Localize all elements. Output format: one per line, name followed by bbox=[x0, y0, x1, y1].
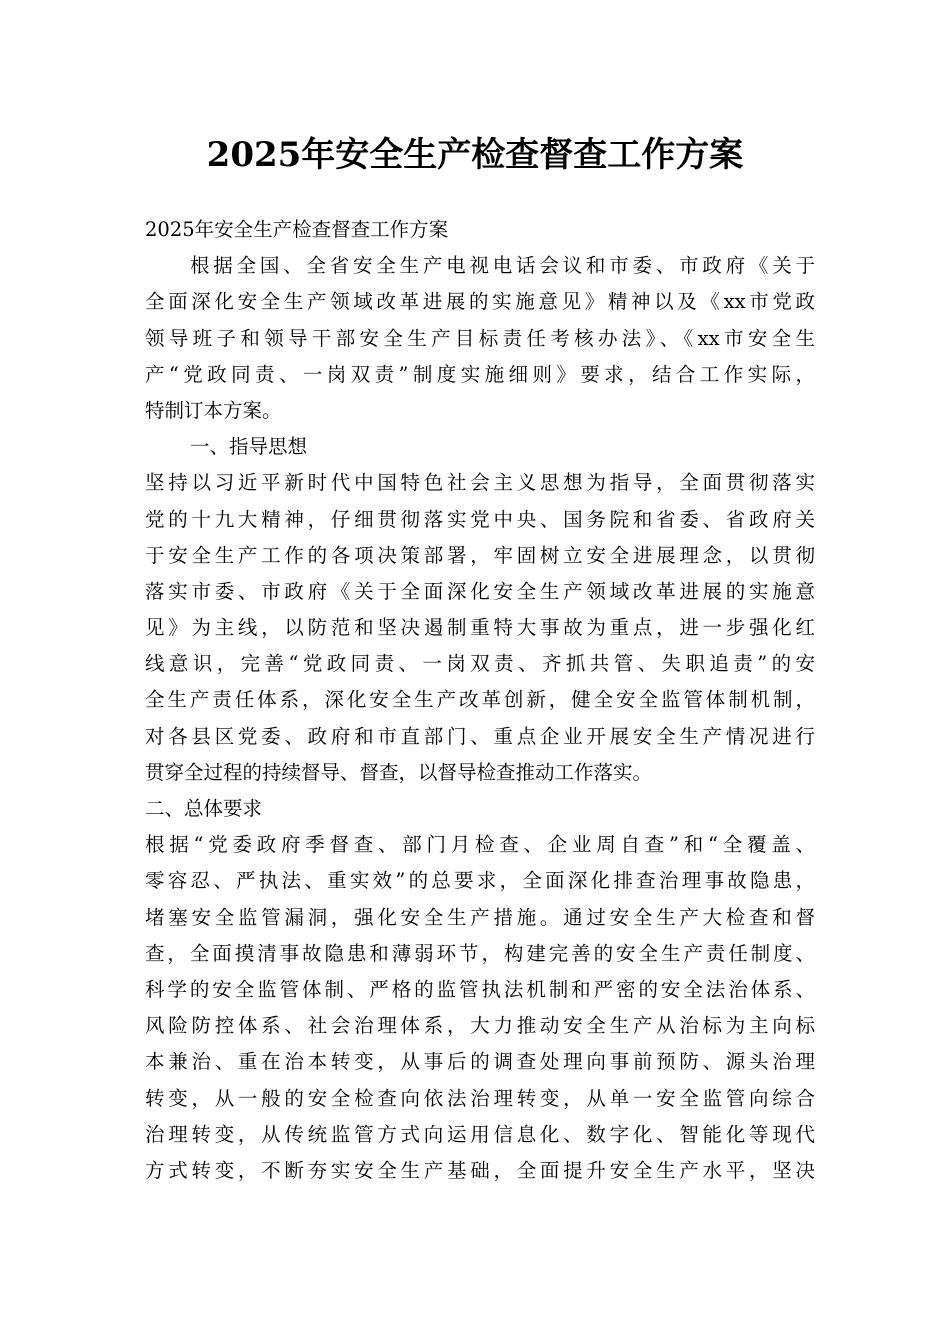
body-line: 查，全面摸清事故隐患和薄弱环节，构建完善的安全生产责任制度、 bbox=[145, 941, 815, 965]
body-line: 领导班子和领导干部安全生产目标责任考核办法》、《xx市安全生 bbox=[145, 326, 815, 350]
body-line: 根据“党委政府季督查、部门月检查、企业周自查”和“全覆盖、 bbox=[145, 833, 815, 857]
body-line: 全生产责任体系，深化安全生产改革创新，健全安全监管体制机制， bbox=[145, 688, 815, 712]
document-body bbox=[145, 212, 815, 1189]
body-line: 产“党政同责、一岗双责”制度实施细则》要求，结合工作实际， bbox=[145, 362, 815, 386]
body-line: 特制订本方案。 bbox=[145, 398, 282, 422]
body-line: 党的十九大精神，仔细贯彻落实党中央、国务院和省委、省政府关 bbox=[145, 507, 815, 531]
body-line: 转变，从一般的安全检查向依法治理转变，从单一安全监管向综合 bbox=[145, 1086, 815, 1110]
body-line: 于安全生产工作的各项决策部署，牢固树立安全进展理念，以贯彻 bbox=[145, 543, 815, 567]
body-line: 根据全国、全省安全生产电视电话会议和市委、市政府《关于 bbox=[190, 254, 815, 278]
body-line: 落实市委、市政府《关于全面深化安全生产领域改革进展的实施意 bbox=[145, 579, 815, 603]
body-line: 贯穿全过程的持续督导、督查，以督导检查推动工作落实。 bbox=[145, 760, 653, 784]
body-line: 线意识，完善“党政同责、一岗双责、齐抓共管、失职追责”的安 bbox=[145, 652, 815, 676]
body-line: 本兼治、重在治本转变，从事后的调查处理向事前预防、源头治理 bbox=[145, 1050, 815, 1074]
document-title: 2025年安全生产检查督查工作方案 bbox=[206, 135, 744, 175]
body-line: 堵塞安全监管漏洞，强化安全生产措施。通过安全生产大检查和督 bbox=[145, 905, 815, 929]
body-line: 零容忍、严执法、重实效”的总要求，全面深化排查治理事故隐患， bbox=[145, 869, 815, 893]
body-line: 对各县区党委、政府和市直部门、重点企业开展安全生产情况进行 bbox=[145, 724, 815, 748]
body-line: 见》为主线，以防范和坚决遏制重特大事故为重点，进一步强化红 bbox=[145, 616, 815, 640]
body-line: 治理转变，从传统监管方式向运用信息化、数字化、智能化等现代 bbox=[145, 1122, 815, 1146]
body-line: 2025年安全生产检查督查工作方案 bbox=[145, 218, 449, 241]
body-line: 全面深化安全生产领域改革进展的实施意见》精神以及《xx市党政 bbox=[145, 290, 815, 314]
body-line: 方式转变，不断夯实安全生产基础，全面提升安全生产水平，坚决 bbox=[145, 1158, 815, 1182]
body-line: 坚持以习近平新时代中国特色社会主义思想为指导，全面贯彻落实 bbox=[145, 471, 815, 495]
body-line: 一、指导思想 bbox=[190, 435, 308, 459]
body-line: 二、总体要求 bbox=[145, 797, 263, 820]
body-line: 风险防控体系、社会治理体系，大力推动安全生产从治标为主向标 bbox=[145, 1014, 815, 1038]
body-line: 科学的安全监管体制、严格的监管执法机制和严密的安全法治体系、 bbox=[145, 977, 815, 1001]
